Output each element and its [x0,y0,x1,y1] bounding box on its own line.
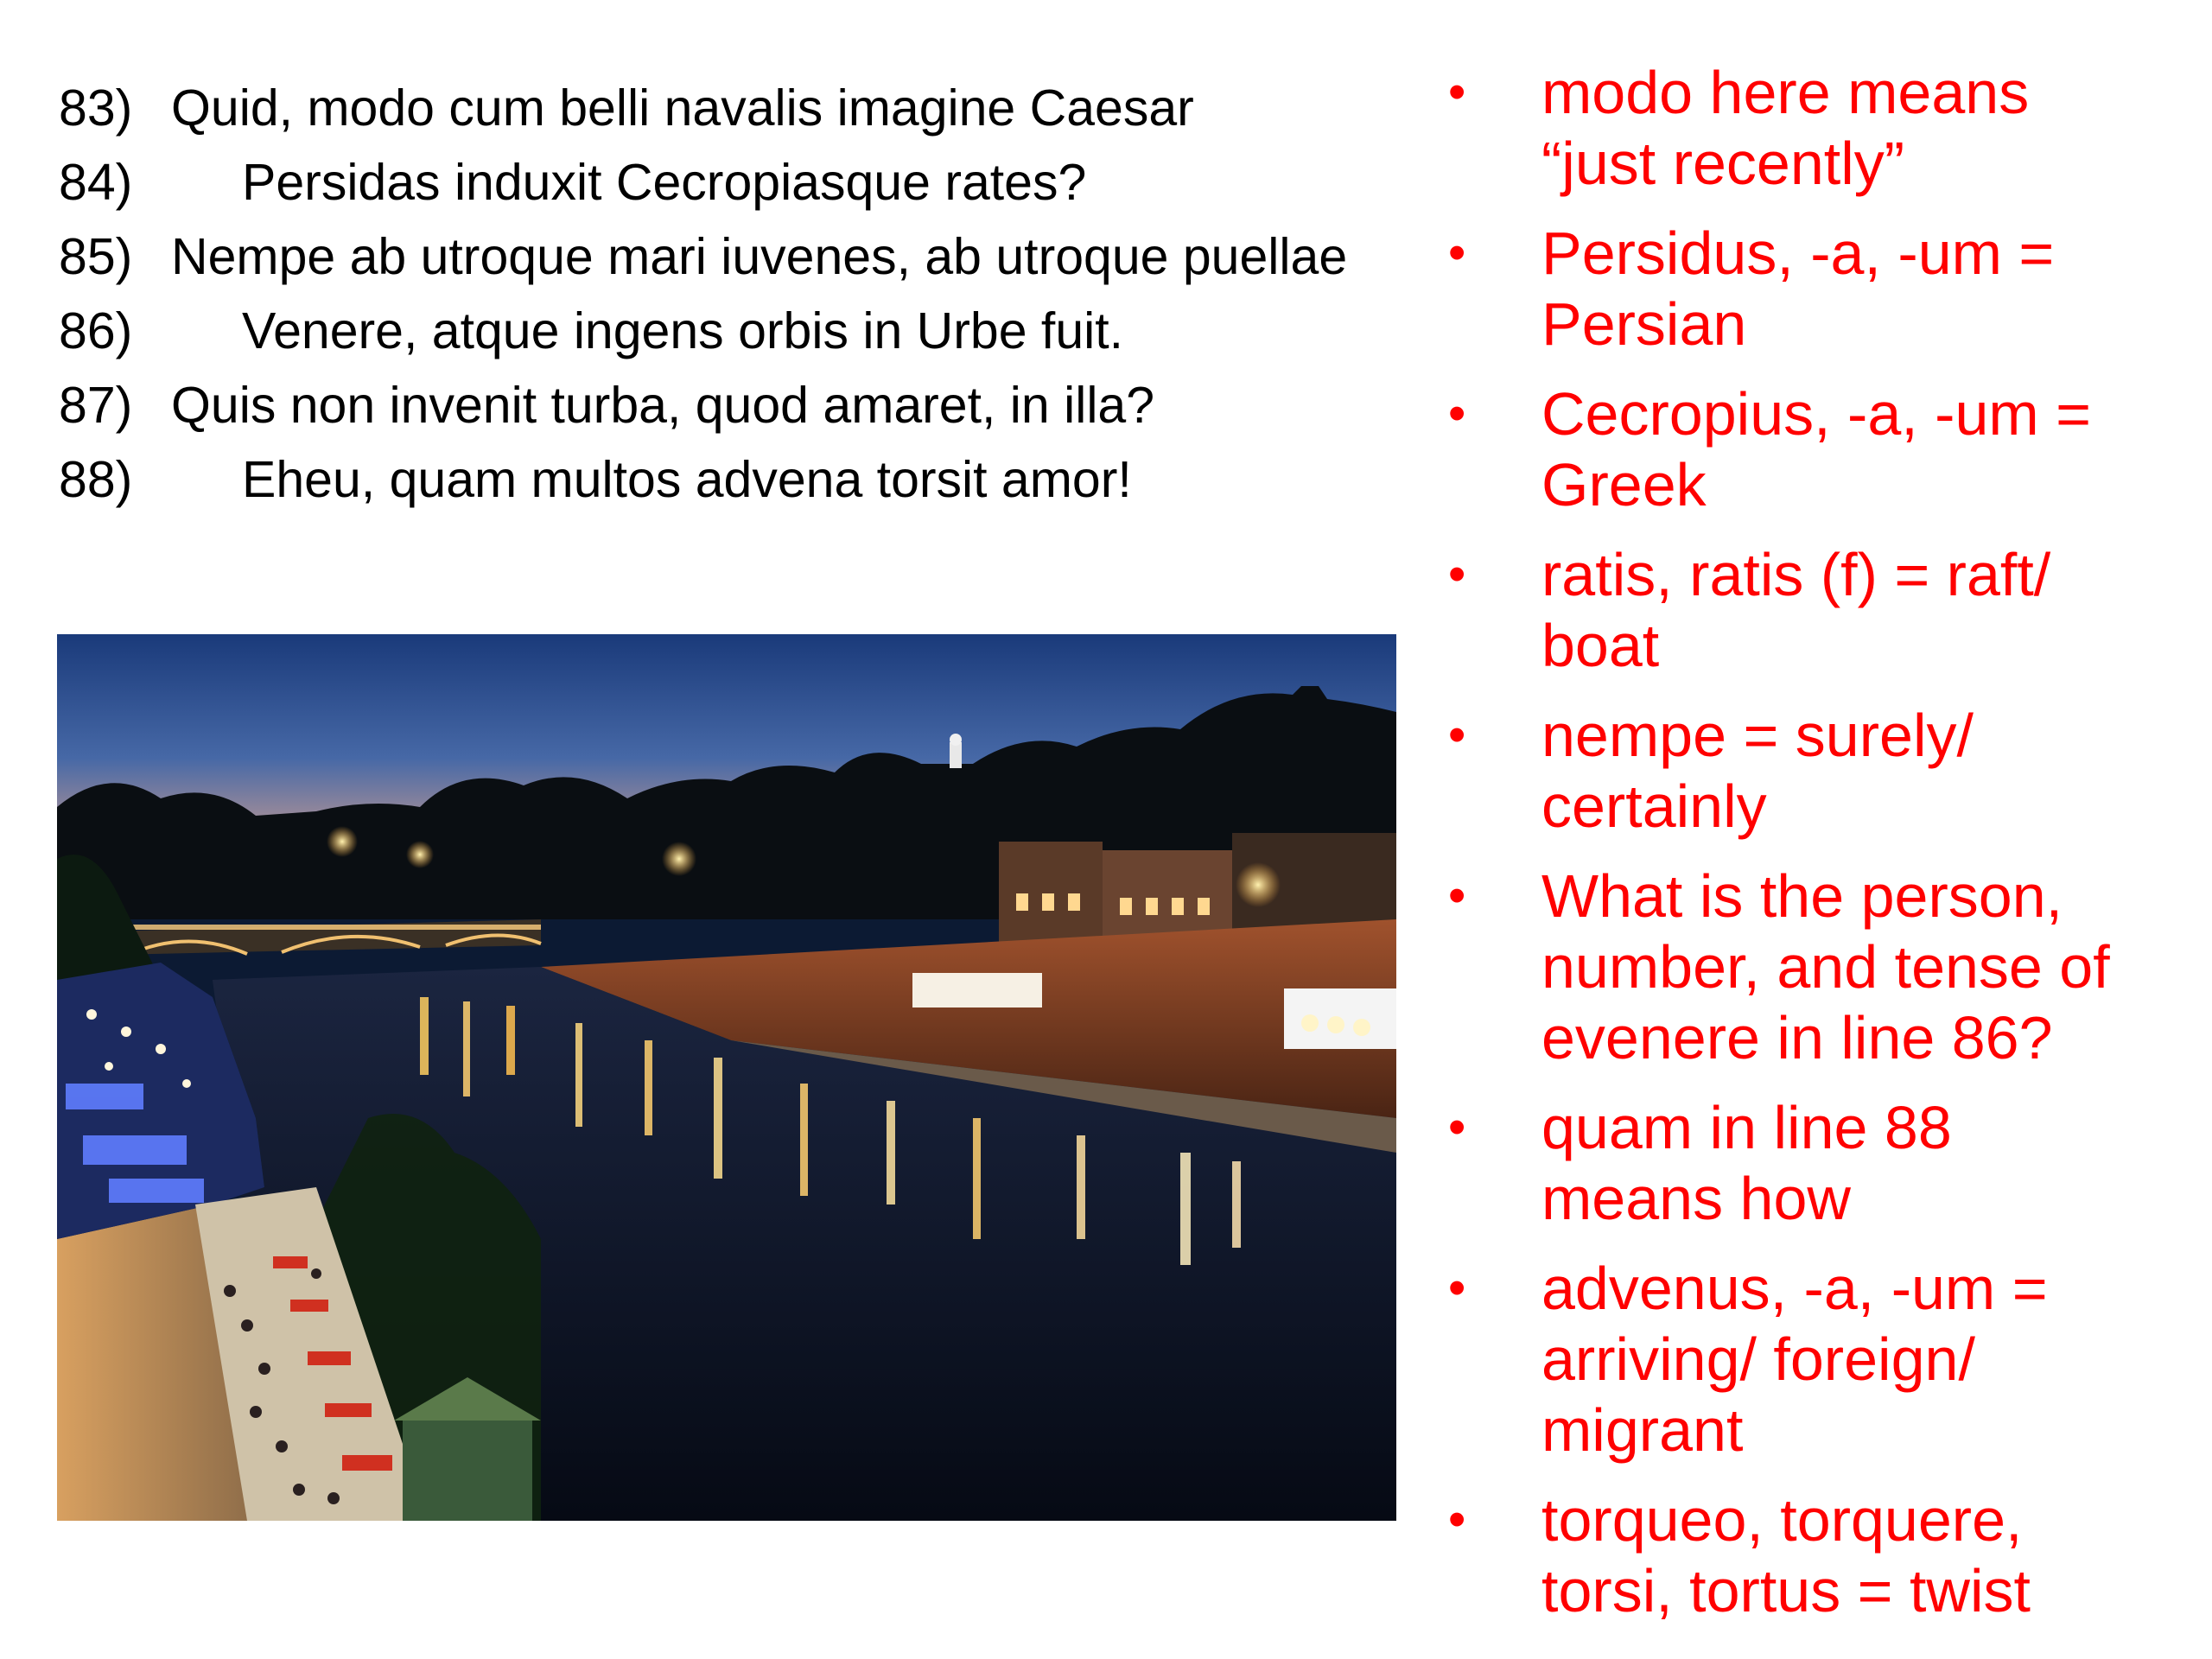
note-text: quam in line 88 means how [1541,1094,1952,1232]
line-number: 87) [59,377,133,434]
line-text: Venere, atque ingens orbis in Urbe fuit. [242,302,1124,359]
note-item [1445,700,2188,842]
bullet-icon: • [1448,546,1466,602]
line-text: Eheu, quam multos advena torsit amor! [242,451,1132,508]
note-item [1445,1484,2188,1626]
line-number: 84) [59,154,133,211]
line-number: 85) [59,228,133,285]
note-text: torqueo, torquere, torsi, tortus = twist [1541,1486,2031,1624]
note-text: advenus, -a, -um = arriving/ foreign/ migrant [1541,1255,2048,1464]
line-number: 88) [59,451,133,508]
line-text: Persidas induxit Cecropiasque rates? [242,154,1087,211]
bullet-icon: • [1448,385,1466,442]
line-number: 86) [59,302,133,359]
latin-line [59,294,1484,368]
line-text: Quis non invenit turba, quod amaret, in illa? [171,377,1155,434]
bullet-icon: • [1448,64,1466,120]
latin-line [59,145,1484,219]
latin-lines [59,71,1484,517]
note-text: modo here means “just recently” [1541,59,2030,197]
note-item [1445,1253,2188,1465]
line-text: Nempe ab utroque mari iuvenes, ab utroque puellae [171,228,1348,285]
note-text: What is the person, number, and tense of evenere in line 86? [1541,862,2110,1071]
vocab-notes [1445,57,2188,1645]
note-text: Persidus, -a, -um = Persian [1541,219,2055,358]
note-item [1445,57,2188,199]
bullet-icon: • [1448,1099,1466,1155]
note-item [1445,861,2188,1073]
latin-line [59,442,1484,517]
line-number: 83) [59,79,133,137]
bullet-icon: • [1448,707,1466,763]
latin-line [59,71,1484,145]
river-night-photo [57,634,1396,1521]
bullet-icon: • [1448,1260,1466,1316]
latin-line [59,219,1484,294]
line-text: Quid, modo cum belli navalis imagine Caesar [171,79,1194,137]
note-item [1445,1092,2188,1234]
bullet-icon: • [1448,225,1466,281]
note-text: nempe = surely/ certainly [1541,702,1974,840]
note-text: ratis, ratis (f) = raft/ boat [1541,541,2051,679]
note-item [1445,539,2188,681]
bullet-icon: • [1448,868,1466,924]
note-item [1445,218,2188,359]
latin-line [59,368,1484,442]
note-item [1445,378,2188,520]
bullet-icon: • [1448,1491,1466,1548]
river-scene-illustration [57,634,1396,1521]
note-text: Cecropius, -a, -um = Greek [1541,380,2092,518]
